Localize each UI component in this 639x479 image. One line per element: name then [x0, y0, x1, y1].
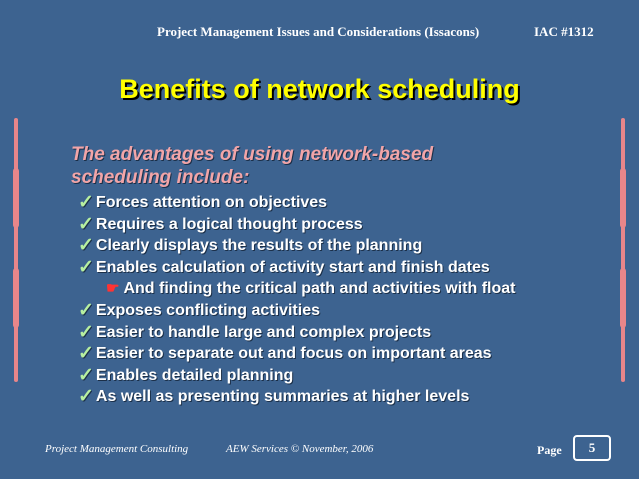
- slide-title: Benefits of network scheduling: [119, 74, 520, 104]
- right-bar-notch-top: [620, 168, 626, 228]
- checkmark-icon: ✓: [78, 386, 94, 408]
- footer-company: Project Management Consulting: [45, 443, 189, 455]
- checkmark-icon: ✓: [78, 321, 94, 343]
- list-item-text: Easier to separate out and focus on important areas: [95, 345, 492, 363]
- header-course-code: IAC #1312: [534, 24, 594, 39]
- right-bar-notch-bottom: [620, 268, 626, 328]
- left-bar-notch-bottom: [13, 268, 19, 328]
- list-item-text: And finding the critical path and activities with float: [123, 280, 516, 298]
- checkmark-icon: ✓: [78, 256, 94, 278]
- right-decorative-bar: [621, 118, 625, 382]
- footer-copyright: AEW Services © November, 2006: [226, 443, 374, 455]
- page-number-box: 5: [573, 435, 611, 461]
- list-item-text: Requires a logical thought process: [95, 215, 363, 233]
- left-bar-notch-top: [13, 168, 19, 228]
- left-decorative-bar: [14, 118, 18, 382]
- list-item-text: Clearly displays the results of the planning: [95, 237, 423, 255]
- list-item-text: As well as presenting summaries at higher levels: [95, 388, 470, 406]
- intro-text: [71, 143, 571, 189]
- slide-header: [0, 24, 639, 42]
- benefits-list: [78, 192, 515, 408]
- list-item: [78, 386, 515, 408]
- sub-list-item: [78, 278, 515, 300]
- list-item: [78, 235, 515, 257]
- checkmark-icon: ✓: [78, 364, 94, 386]
- list-item: [78, 322, 515, 344]
- pointing-hand-icon: ☛: [106, 280, 120, 298]
- list-item-text: Forces attention on objectives: [95, 194, 328, 211]
- checkmark-icon: ✓: [78, 213, 94, 235]
- page-label: Page: [537, 443, 562, 457]
- list-item: [78, 257, 515, 279]
- list-item: [78, 365, 515, 387]
- checkmark-icon: ✓: [78, 192, 94, 213]
- list-item-text: Exposes conflicting activities: [95, 301, 320, 319]
- list-item-text: Enables detailed planning: [95, 366, 294, 384]
- intro-line-1: The advantages of using network-based: [71, 144, 434, 165]
- list-item: [78, 192, 515, 214]
- list-item: [78, 214, 515, 236]
- header-subtitle: Project Management Issues and Considerations (Issacons): [157, 24, 480, 39]
- checkmark-icon: ✓: [78, 343, 94, 365]
- list-item-text: Enables calculation of activity start and finish dates: [95, 258, 490, 276]
- checkmark-icon: ✓: [78, 299, 94, 321]
- list-item: [78, 343, 515, 365]
- slide-footer: [0, 443, 639, 463]
- intro-line-2: scheduling include:: [71, 167, 250, 188]
- list-item: [78, 300, 515, 322]
- list-item-text: Easier to handle large and complex projects: [95, 323, 432, 341]
- checkmark-icon: ✓: [78, 235, 94, 257]
